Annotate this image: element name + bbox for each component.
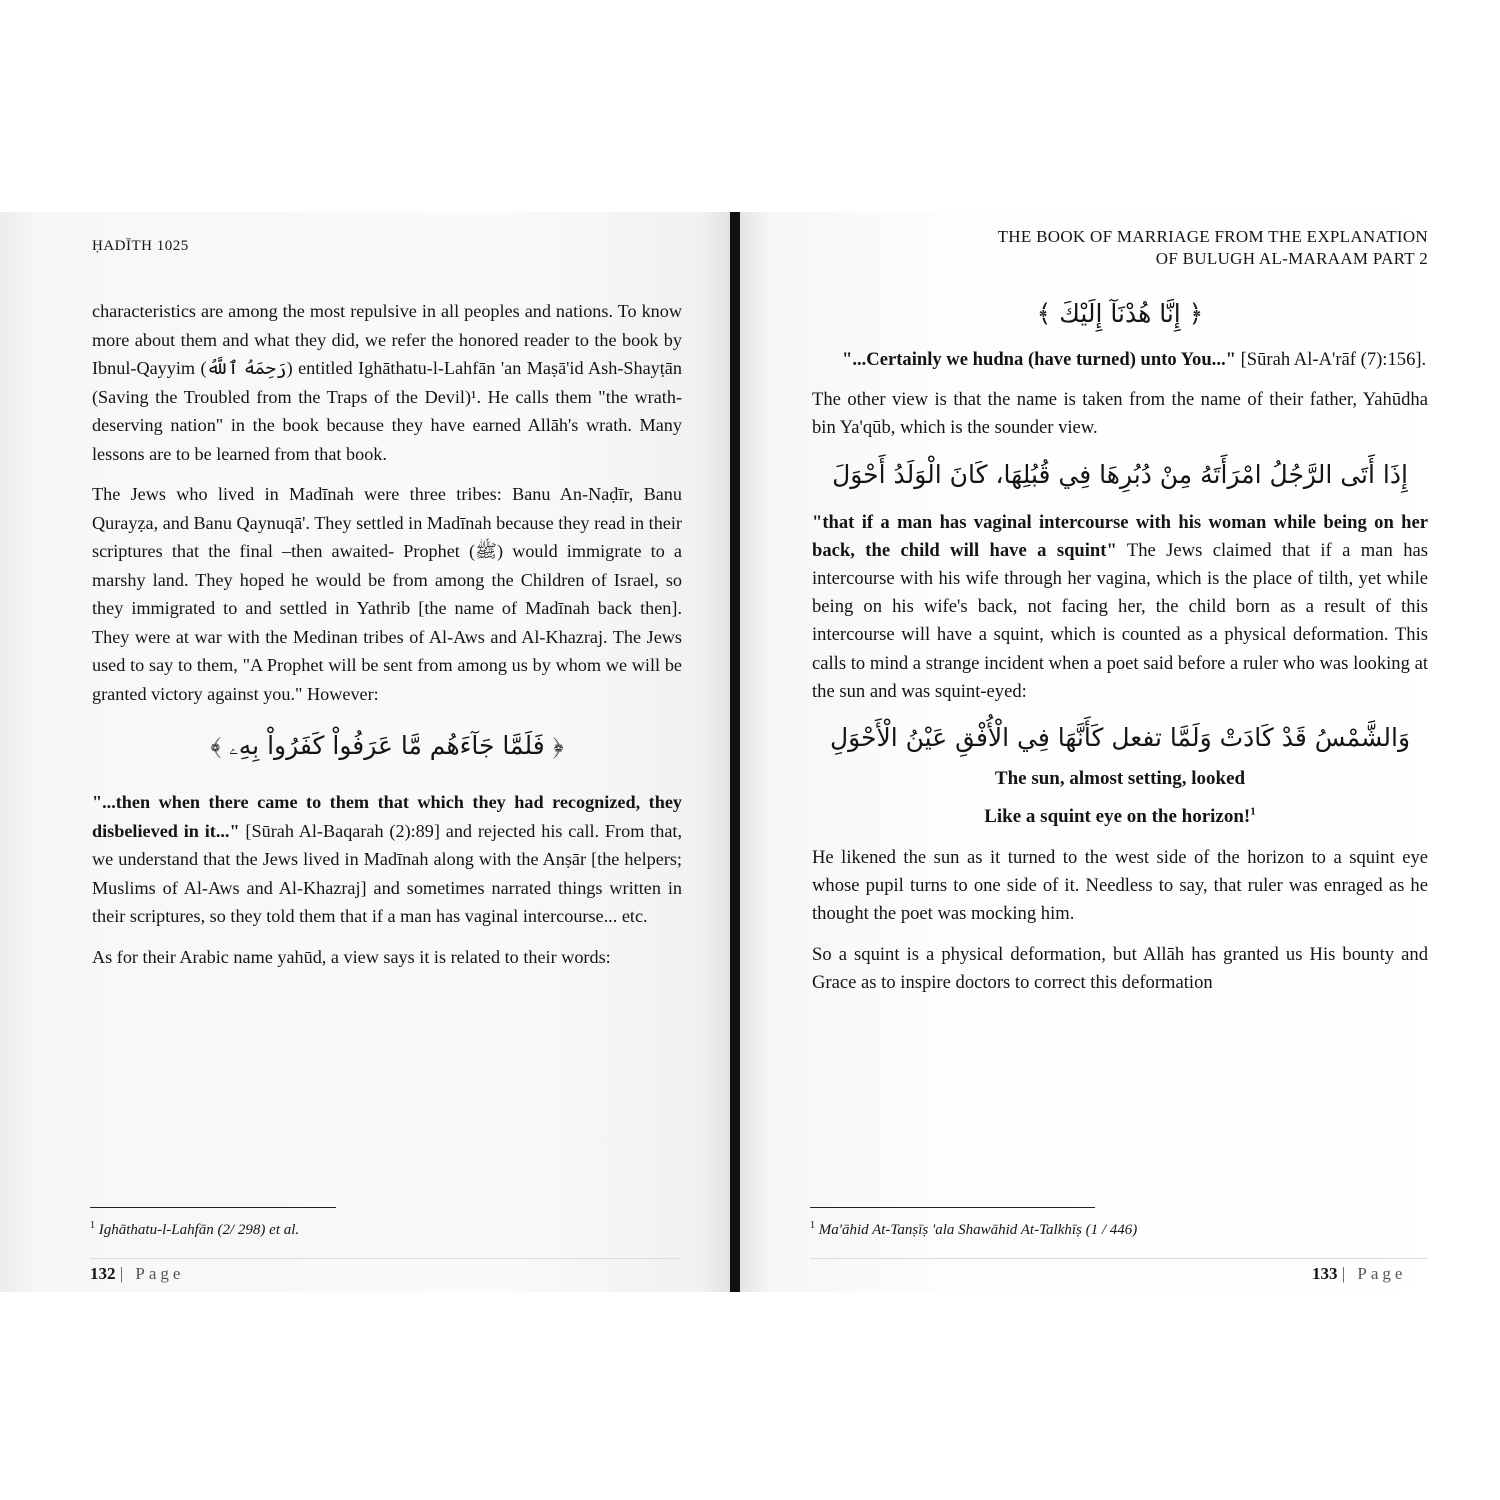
page-bottom-line — [810, 1258, 1428, 1259]
poem-line: Like a squint eye on the horizon! — [984, 806, 1251, 828]
footnote-marker: 1 — [810, 1220, 815, 1231]
footnote-rule — [810, 1207, 1095, 1208]
page-number — [1312, 1264, 1406, 1284]
footnote-rule — [90, 1207, 336, 1208]
left-page — [0, 212, 732, 1292]
poem-line-with-footnote — [812, 806, 1428, 828]
poem-line: The sun, almost setting, looked — [994, 768, 1246, 790]
running-head — [812, 226, 1428, 270]
running-head-line: THE BOOK OF MARRIAGE FROM THE EXPLANATION — [997, 227, 1428, 246]
footnote-text: Ighāthatu-l-Lahfān (2/ 298) et al. — [98, 1222, 300, 1238]
paragraph: characteristics are among the most repulsive in all peoples and nations. To know more about them and what they did, we refer the honored reader to the book by Ibnul-Qayyim (رَحِمَهُ ٱللَّهُ) entitled Ighāthatu-l-Lahfān 'an Maṣā'id Ash-Shayṭān (Saving the Troubled from the Traps of the Devil)¹. He calls them "the wrath-deserving nation" in the book because they have earned Allāh's wrath. Many lessons are to be learned from that book. — [92, 301, 682, 464]
verse-translation: "...Certainly we hudna (have turned) unto You..." — [842, 349, 1236, 370]
footnote-text: Ma'āhid At-Tanṣīṣ 'ala Shawāhid At-Talkhīṣ (1 / 446) — [818, 1222, 1138, 1238]
open-book-spread — [0, 212, 1500, 1292]
arabic-hadith: إِذَا أَتَى الرَّجُلُ امْرَأَتَهُ مِنْ دُبُرِهَا فِي قُبُلِهَا، كَانَ الْوَلَدُ أَحْوَلَ — [832, 459, 1408, 489]
page-number-value: 133 — [1312, 1264, 1338, 1283]
footnote — [90, 1222, 299, 1239]
page-label: | Page — [1341, 1264, 1407, 1283]
footnote-marker: 1 — [1250, 805, 1256, 818]
footnote-marker: 1 — [90, 1220, 95, 1231]
arabic-poem: وَالشَّمْسُ قَدْ كَادَتْ وَلَمَّا تفعل كَأَنَّهَا فِي الْأُفْقِ عَيْنُ الْأَحْوَلِ — [829, 723, 1411, 753]
page-bottom-line — [90, 1258, 680, 1259]
footnote — [810, 1222, 1137, 1239]
paragraph: He likened the sun as it turned to the west side of the horizon to a squint eye whose pupil turns to one side of it. Needless to say, that ruler was enraged as he thought the poet was mocking him. — [812, 847, 1428, 925]
book-spine — [730, 212, 740, 1292]
running-head-line: OF BULUGH AL-MARAAM PART 2 — [1155, 249, 1428, 268]
paragraph: As for their Arabic name yahūd, a view says it is related to their words: — [92, 946, 611, 967]
page-number-value: 132 — [90, 1264, 116, 1283]
page-number — [90, 1264, 184, 1284]
paragraph: So a squint is a physical deformation, but Allāh has granted us His bounty and Grace as to inspire doctors to correct this deformation — [812, 943, 1428, 993]
page-label: | Page — [119, 1264, 185, 1283]
arabic-verse: ﴿ إِنَّا هُدْنَآ إِلَيْكَ ﴾ — [1036, 299, 1204, 328]
verse-translation-paragraph — [92, 788, 682, 931]
running-head: ḤADĪTH 1025 — [92, 238, 189, 254]
verse-citation: [Sūrah Al-Baqarah (2):89] and rejected his call. From that, we understand that the Jews lived in Madīnah along with the Anṣār [the helpers; Muslims of Al-Aws and Al-Khazraj] and sometimes narrated things written in their scriptures, so they told them that if a man has vaginal intercourse... etc. — [92, 820, 682, 926]
arabic-verse: ﴿ فَلَمَّا جَآءَهُم مَّا عَرَفُواْ كَفَرُواْ بِهِۦ ﴾ — [210, 731, 564, 760]
paragraph: The other view is that the name is taken from the name of their father, Yahūdha bin Ya'qūb, which is the sounder view. — [812, 389, 1428, 439]
hadith-translation-paragraph — [812, 509, 1428, 706]
right-page — [740, 212, 1500, 1292]
hadith-translation: "that if a man has vaginal intercourse with his woman while being on her back, the child will have a squint" — [812, 511, 1428, 561]
verse-translation: "...then when there came to them that which they had recognized, they disbelieved in it..." — [92, 792, 682, 841]
paragraph: The Jews who lived in Madīnah were three tribes: Banu An-Naḍīr, Banu Qurayẓa, and Banu Qaynuqā'. They settled in Madīnah because they read in their scriptures that the final –then awaited- Prophet (ﷺ) would immigrate to a marshy land. They hoped he would be from among the Children of Israel, so they immigrated to and settled in Yathrib [the name of Madīnah back then]. They were at war with the Medinan tribes of Al-Aws and Al-Khazraj. The Jews used to say to them, "A Prophet will be sent from among us by whom we will be granted victory against you." However: — [92, 484, 682, 704]
verse-translation-paragraph — [812, 346, 1428, 374]
verse-citation: [Sūrah Al-A'rāf (7):156]. — [1235, 349, 1427, 370]
hadith-explanation: The Jews claimed that if a man has intercourse with his wife through her vagina, which is the place of tilth, yet while being on his wife's back, not facing her, the child born as a result of this intercourse will have a squint, which is counted as a physical deformation. This calls to mind a strange incident when a poet said before a ruler who was looking at the sun and was squint-eyed: — [812, 539, 1428, 702]
